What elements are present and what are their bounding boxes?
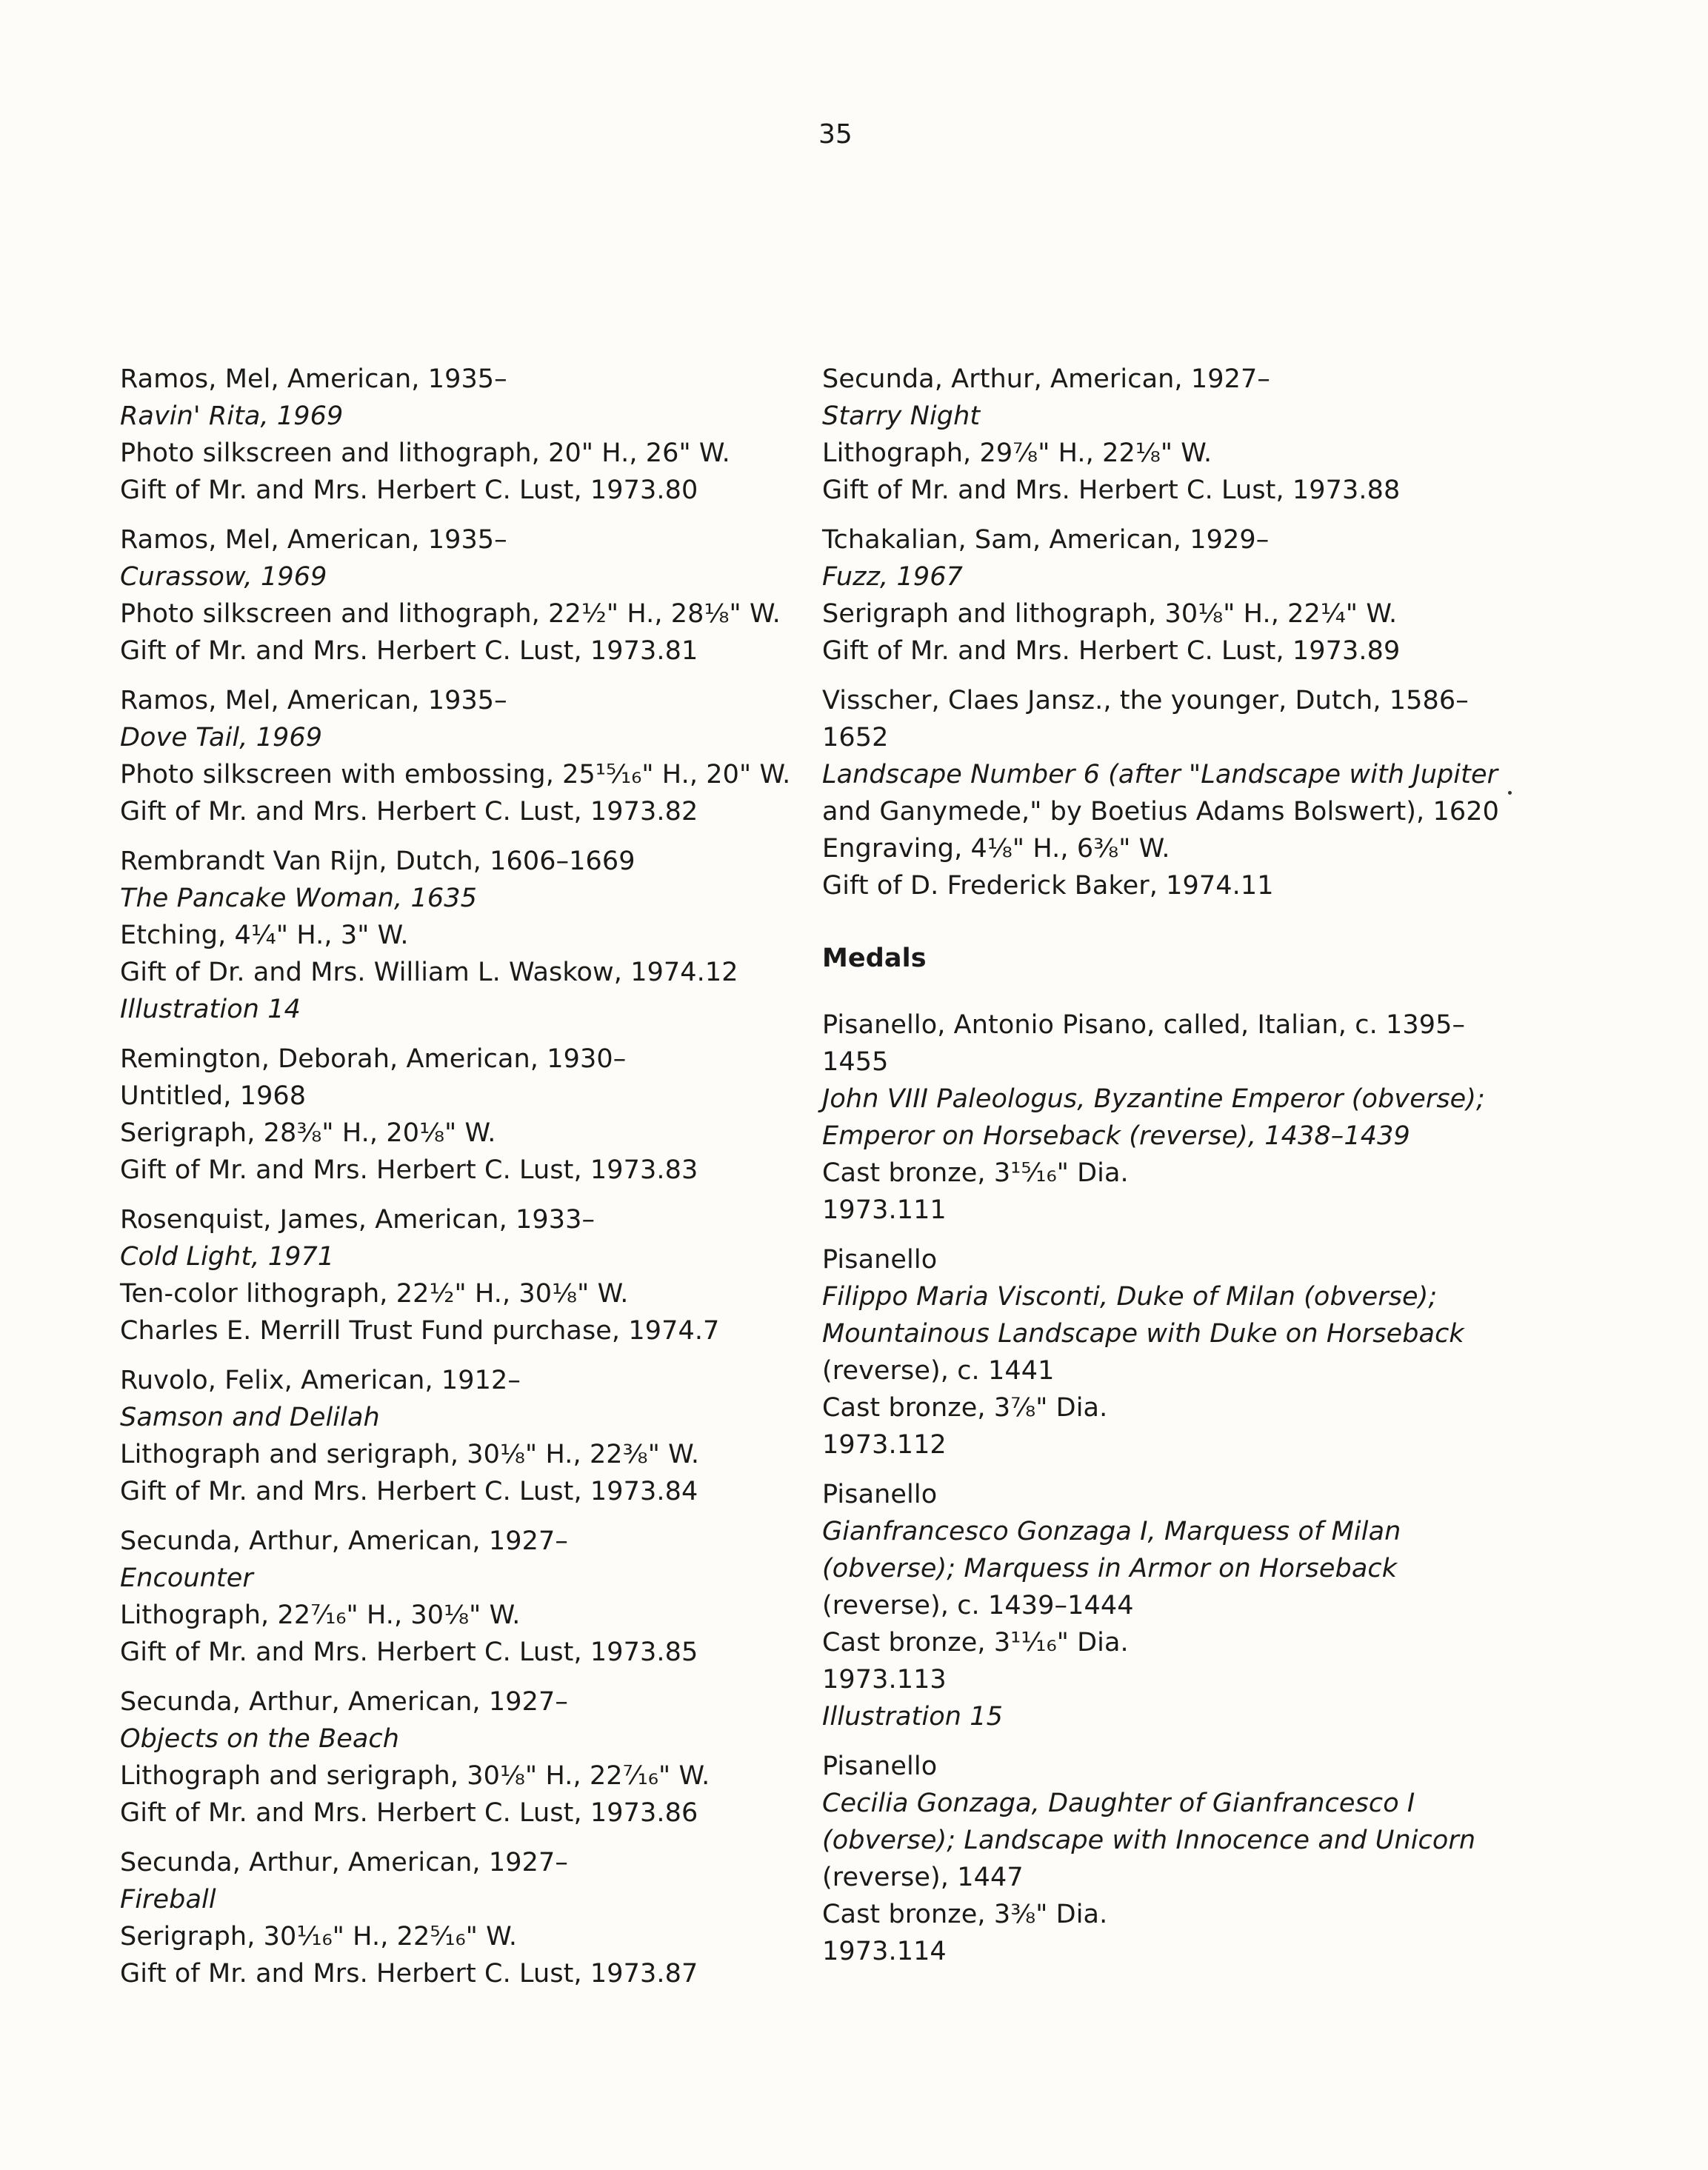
entry-line: Cold Light, 1971 <box>120 1242 335 1272</box>
entry-line: Cast bronze, 3¹¹⁄₁₆" Dia. <box>822 1628 1129 1657</box>
entry-line: Gift of Mr. and Mrs. Herbert C. Lust, 1973.80 <box>120 475 698 505</box>
entry-line: Gift of Mr. and Mrs. Herbert C. Lust, 1973.82 <box>120 797 698 827</box>
entry-line: Fireball <box>120 1885 216 1914</box>
entry-line: Gift of Mr. and Mrs. Herbert C. Lust, 1973.86 <box>120 1798 698 1828</box>
entry-line: Secunda, Arthur, American, 1927– <box>120 1848 568 1877</box>
entry-line: Photo silkscreen with embossing, 25¹⁵⁄₁₆" H., 20" W. <box>120 760 791 789</box>
entry-line: Gift of D. Frederick Baker, 1974.11 <box>822 871 1274 901</box>
entry-line: Encounter <box>120 1563 253 1593</box>
entry-line: Ten-color lithograph, 22½" H., 30⅛" W. <box>120 1279 629 1309</box>
entry-line: Tchakalian, Sam, American, 1929– <box>822 525 1270 555</box>
entry-line: Ruvolo, Felix, American, 1912– <box>120 1366 521 1395</box>
entry-line: Gianfrancesco Gonzaga I, Marquess of Milan <box>822 1517 1401 1546</box>
entry-line: Ramos, Mel, American, 1935– <box>120 525 507 555</box>
prints-list <box>822 361 1533 904</box>
entry-line: Serigraph, 28⅜" H., 20⅛" W. <box>120 1118 496 1148</box>
entry-line: 1973.111 <box>822 1195 947 1225</box>
entry-line: Ramos, Mel, American, 1935– <box>120 686 507 715</box>
left-column <box>120 361 791 2005</box>
entry-line: Gift of Mr. and Mrs. Herbert C. Lust, 1973.88 <box>822 475 1401 505</box>
entry-line: Cast bronze, 3¹⁵⁄₁₆" Dia. <box>822 1158 1129 1188</box>
entry-line: 1455 <box>822 1047 889 1077</box>
entry-line: Gift of Dr. and Mrs. William L. Waskow, 1974.12 <box>120 958 738 987</box>
entry-line: Gift of Mr. and Mrs. Herbert C. Lust, 1973.85 <box>120 1637 698 1667</box>
entry-line: (obverse); Marquess in Armor on Horseback <box>822 1554 1398 1583</box>
entry-line: Cast bronze, 3⅞" Dia. <box>822 1393 1108 1423</box>
right-column <box>822 361 1533 1983</box>
entry-line: Ramos, Mel, American, 1935– <box>120 364 507 394</box>
catalogue-entry <box>822 361 1533 509</box>
entry-line: Photo silkscreen and lithograph, 20" H., 26" W. <box>120 438 730 468</box>
entry-line: Mountainous Landscape with Duke on Horseback <box>822 1319 1464 1349</box>
entry-line: Visscher, Claes Jansz., the younger, Dutch, 1586– <box>822 686 1469 715</box>
catalogue-entry <box>120 361 787 509</box>
entry-line: Gift of Mr. and Mrs. Herbert C. Lust, 1973.81 <box>120 636 698 666</box>
catalogue-entry <box>120 682 791 830</box>
entry-line: (reverse), 1447 <box>822 1863 1024 1892</box>
entry-line: 1973.112 <box>822 1430 947 1460</box>
entry-line: Pisanello <box>822 1752 938 1781</box>
catalogue-entry <box>822 1241 1533 1463</box>
entry-line: Emperor on Horseback (reverse), 1438–1439 <box>822 1121 1410 1151</box>
entry-line: (reverse), c. 1439–1444 <box>822 1591 1134 1620</box>
entry-line: Landscape Number 6 (after "Landscape with Jupiter <box>822 760 1498 789</box>
entry-line: 1973.113 <box>822 1665 947 1695</box>
entry-line: Filippo Maria Visconti, Duke of Milan (obverse); <box>822 1282 1438 1312</box>
entry-line: Samson and Delilah <box>120 1403 380 1432</box>
entry-line: Lithograph, 29⅞" H., 22⅛" W. <box>822 438 1212 468</box>
entry-line: Pisanello <box>822 1245 938 1275</box>
entry-line: Charles E. Merrill Trust Fund purchase, 1974.7 <box>120 1316 720 1346</box>
section-heading-medals: Medals <box>822 944 927 973</box>
entry-line: Rembrandt Van Rijn, Dutch, 1606–1669 <box>120 847 636 876</box>
entry-line: Rosenquist, James, American, 1933– <box>120 1205 596 1235</box>
entry-line: The Pancake Woman, 1635 <box>120 884 477 913</box>
entry-line: Remington, Deborah, American, 1930– <box>120 1044 627 1074</box>
entry-line: Gift of Mr. and Mrs. Herbert C. Lust, 1973.87 <box>120 1959 698 1989</box>
catalogue-entry <box>120 1201 787 1349</box>
catalogue-entry <box>120 1041 787 1189</box>
page-number: 35 <box>818 119 853 150</box>
entry-line: Secunda, Arthur, American, 1927– <box>120 1687 568 1717</box>
catalogue-entry <box>120 521 787 670</box>
catalogue-entry <box>120 1844 787 1992</box>
entry-line: Etching, 4¼" H., 3" W. <box>120 921 409 950</box>
entry-line: (obverse); Landscape with Innocence and Unicorn <box>822 1826 1476 1855</box>
catalogue-entry <box>120 1362 787 1510</box>
entry-line: Objects on the Beach <box>120 1724 400 1754</box>
entry-line: Pisanello, Antonio Pisano, called, Italian, c. 1395– <box>822 1010 1466 1040</box>
entry-line: 1652 <box>822 723 889 752</box>
entry-line: Lithograph, 22⁷⁄₁₆" H., 30⅛" W. <box>120 1600 521 1630</box>
entry-line: Engraving, 4⅛" H., 6⅜" W. <box>822 834 1170 864</box>
entry-line: Illustration 14 <box>120 995 301 1024</box>
catalogue-entry <box>822 1476 1533 1735</box>
entry-line: John VIII Paleologus, Byzantine Emperor (obverse); <box>822 1084 1485 1114</box>
entry-line: and Ganymede," by Boetius Adams Bolswert), 1620 <box>822 797 1499 827</box>
catalogue-entry <box>822 682 1533 904</box>
catalogue-entry <box>822 521 1533 670</box>
entry-line: Secunda, Arthur, American, 1927– <box>120 1526 568 1556</box>
entry-line: Serigraph and lithograph, 30⅛" H., 22¼" W. <box>822 599 1398 629</box>
catalogue-entry <box>822 1748 1533 1970</box>
entry-line: Pisanello <box>822 1480 938 1509</box>
catalogue-entry <box>120 1683 787 1832</box>
entry-line: Untitled, 1968 <box>120 1081 307 1111</box>
entry-line: Serigraph, 30¹⁄₁₆" H., 22⁵⁄₁₆" W. <box>120 1922 518 1952</box>
entry-line: Lithograph and serigraph, 30⅛" H., 22⅜" W. <box>120 1440 700 1469</box>
entry-line: Illustration 15 <box>822 1702 1003 1732</box>
entry-line: Gift of Mr. and Mrs. Herbert C. Lust, 1973.83 <box>120 1155 698 1185</box>
entry-line: Fuzz, 1967 <box>822 562 963 592</box>
entry-line: Lithograph and serigraph, 30⅛" H., 22⁷⁄₁₆" W. <box>120 1761 710 1791</box>
entry-line: Secunda, Arthur, American, 1927– <box>822 364 1270 394</box>
entry-line: Ravin' Rita, 1969 <box>120 401 344 431</box>
catalogue-entry <box>120 1523 787 1671</box>
entry-line: Starry Night <box>822 401 981 431</box>
entry-line: Dove Tail, 1969 <box>120 723 323 752</box>
entry-line: Curassow, 1969 <box>120 562 327 592</box>
entry-line: Cecilia Gonzaga, Daughter of Gianfrancesco I <box>822 1789 1415 1818</box>
entry-line: Gift of Mr. and Mrs. Herbert C. Lust, 1973.89 <box>822 636 1401 666</box>
medals-list <box>822 1006 1533 1970</box>
entry-line: Gift of Mr. and Mrs. Herbert C. Lust, 1973.84 <box>120 1477 698 1506</box>
entry-line: Photo silkscreen and lithograph, 22½" H., 28⅛" W. <box>120 599 781 629</box>
catalogue-entry <box>822 1006 1533 1229</box>
entry-line: Cast bronze, 3⅜" Dia. <box>822 1900 1108 1929</box>
entry-line: 1973.114 <box>822 1937 947 1966</box>
entry-line: (reverse), c. 1441 <box>822 1356 1055 1386</box>
catalogue-entry <box>120 843 787 1028</box>
